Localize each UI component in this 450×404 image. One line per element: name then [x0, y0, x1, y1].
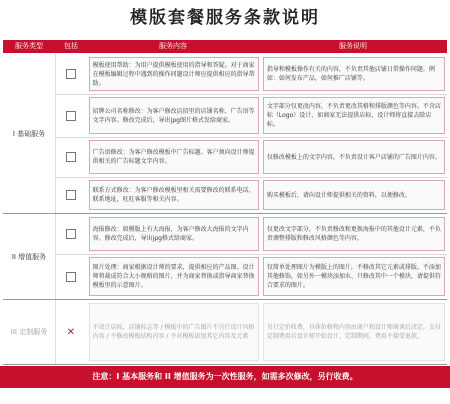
- section-custom: [3, 300, 447, 365]
- description-cell: 仅修改模板上的文字内容，不负责设计客户店铺的广告图片内容。: [263, 140, 445, 174]
- header-included: 包括: [64, 42, 78, 50]
- content-cell: 招牌公司名称修改：为客户修改店招里的店铺名称、广告语等文字内容。修改完成后，导出jpg图片格式发给商家。: [89, 97, 259, 134]
- table-row: [55, 214, 447, 255]
- page-title: 模版套餐服务条款说明: [130, 8, 320, 28]
- footer-note: 注意：I 基本服务和 II 增值服务为一次性服务，如需多次修改，另行收费。: [0, 366, 450, 388]
- category-cell: I 基础服务: [3, 54, 56, 213]
- checkbox-icon: [66, 272, 76, 282]
- table-row: [55, 137, 447, 178]
- included-cell: [55, 94, 87, 137]
- description-cell: 仅更改文字部分，不负责修改和更换海报中的其他设计元素，不负责调整排版和修改风格颜色等内容。: [263, 217, 445, 251]
- checkbox-icon: [66, 111, 76, 121]
- section-basic: [3, 54, 447, 214]
- table-header: [3, 40, 447, 53]
- section-value-added: [3, 214, 447, 300]
- included-cell: [55, 54, 87, 94]
- checkbox-icon: [66, 69, 76, 79]
- checkbox-icon: [66, 190, 76, 200]
- content-cell: 模板使用帮助：为用户提供模板使用的指导和答疑。对于商家在模板编辑过程中遇到的操作问题设计师应提供相应的指导帮助。: [89, 57, 259, 91]
- table-row: [55, 177, 447, 213]
- included-cell: [55, 254, 87, 299]
- content-cell: 海报修改：如模版上有大海报，为客户修改大海报的文字内容。修改完成后，导出jpg格式给商家。: [89, 217, 259, 251]
- header-category: 服务类型: [15, 42, 43, 50]
- description-cell: 指导和模板操作有关的内容，不负责其他店铺日常操作问题。例如：如何发布产品，如何推广店铺等。: [263, 57, 445, 91]
- description-cell: 另行定价收费，具体价格和内容由商户和设计师商谈后决定。支付定制费用后设计师开始设计，定制期间，费用不接受退款。: [263, 303, 445, 361]
- description-cell: 仅简单处理图片为模版上的图片，不修改其它元素或排版。不添加其他修饰，如另外一模块添加水、只修改其中一个模块，请提供符合要求的图片。: [263, 257, 445, 296]
- table-row: [55, 254, 447, 299]
- table-row: [55, 300, 447, 364]
- included-cell: [55, 300, 87, 364]
- content-cell: 图片处理：商家根据设计师的要求，提供相应的产品图。设计师将裁成符合大小规格的图片，并为商家替换或指导商家替换模板里的示意图片。: [89, 257, 259, 296]
- description-cell: 文字部分仅更改内容，不负责更改其格和排版颜色等内容。不含店标（Logo）设计，如商家无法提供店标，设计师将直接去除店标。: [263, 97, 445, 134]
- x-mark-icon: ✕: [66, 326, 76, 338]
- description-cell: 购买模板后，请向设计师提供相关的资料，以便修改。: [263, 180, 445, 210]
- header-description: 服务说明: [339, 42, 367, 50]
- checkbox-icon: [66, 152, 76, 162]
- category-cell: II 增值服务: [3, 214, 56, 299]
- table-row: [55, 94, 447, 138]
- checkbox-icon: [66, 229, 76, 239]
- included-cell: [55, 177, 87, 213]
- header-content: 服务内容: [159, 42, 187, 50]
- table-row: [55, 54, 447, 95]
- content-cell: 广告语修改：为客户修改模板中广告标题。客户须向设计师提供相关的广告标题文字内容。: [89, 140, 259, 174]
- included-cell: [55, 137, 87, 177]
- content-cell: 联系方式修改：为客户修改模板里相关需要修改的联系电话，联系地址，旺旺客服等相关内容。: [89, 180, 259, 210]
- content-cell: 不设计店标、店铺标志等 / 模板中的广告图片不另行设计风格内容 / 不修改模板结构内容 / 不对模板添加其它内容及元素: [89, 303, 259, 361]
- category-cell: III 定制服务: [3, 300, 56, 364]
- included-cell: [55, 214, 87, 254]
